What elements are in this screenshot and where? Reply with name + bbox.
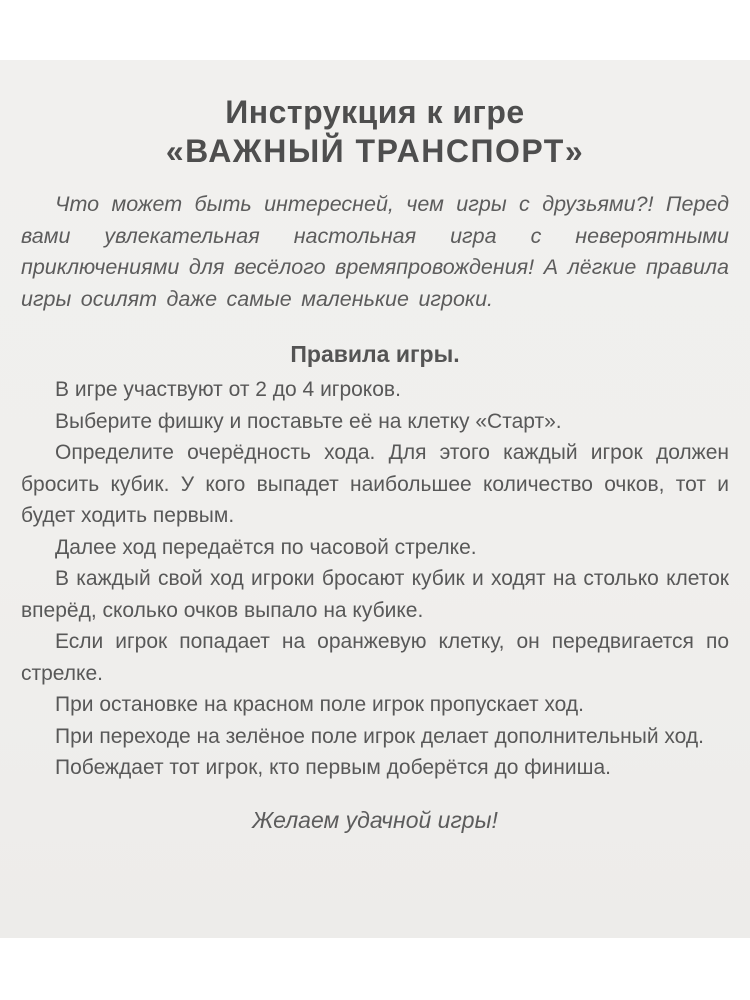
paper-sheet	[0, 60, 750, 938]
page-title	[0, 93, 750, 171]
closing-line: Желаем удачной игры!	[252, 806, 498, 833]
rules-list	[21, 374, 729, 784]
rule-paragraph: Если игрок попадает на оранжевую клетку, он передвигается по стрелке.	[21, 630, 729, 685]
rule-paragraph: Выберите фишку и поставьте её на клетку «Старт».	[55, 409, 562, 433]
rule-paragraph: Побеждает тот игрок, кто первым доберётся до финиша.	[55, 756, 611, 779]
rule-paragraph: При переходе на зелёное поле игрок делает дополнительный ход.	[55, 724, 704, 748]
rule-paragraph: В каждый свой ход игроки бросают кубик и ходят на столько клеток вперёд, сколько очков выпало на кубике.	[21, 567, 729, 622]
rule-paragraph: Определите очерёдность хода. Для этого каждый игрок должен бросить кубик. У кого выпадет наибольшее количество очков, тот и будет ходить первым.	[21, 441, 729, 527]
rule-paragraph: Далее ход передаётся по часовой стрелке.	[55, 535, 477, 559]
top-margin	[0, 0, 750, 60]
rule-paragraph: При остановке на красном поле игрок пропускает ход.	[55, 693, 584, 716]
title-line-1: Инструкция к игре	[225, 94, 525, 130]
rules-heading: Правила игры.	[290, 341, 460, 367]
bottom-margin	[0, 938, 750, 1000]
rule-paragraph: В игре участвуют от 2 до 4 игроков.	[55, 378, 401, 401]
title-line-2: «ВАЖНЫЙ ТРАНСПОРТ»	[165, 133, 585, 169]
intro-paragraph: Что может быть интересней, чем игры с друзьями?! Перед вами увлекательная настольная игра с невероятными приключениями для весёлого времяпровождения! А лёгкие правила игры осилят даже самые маленькие игроки.	[21, 192, 729, 311]
